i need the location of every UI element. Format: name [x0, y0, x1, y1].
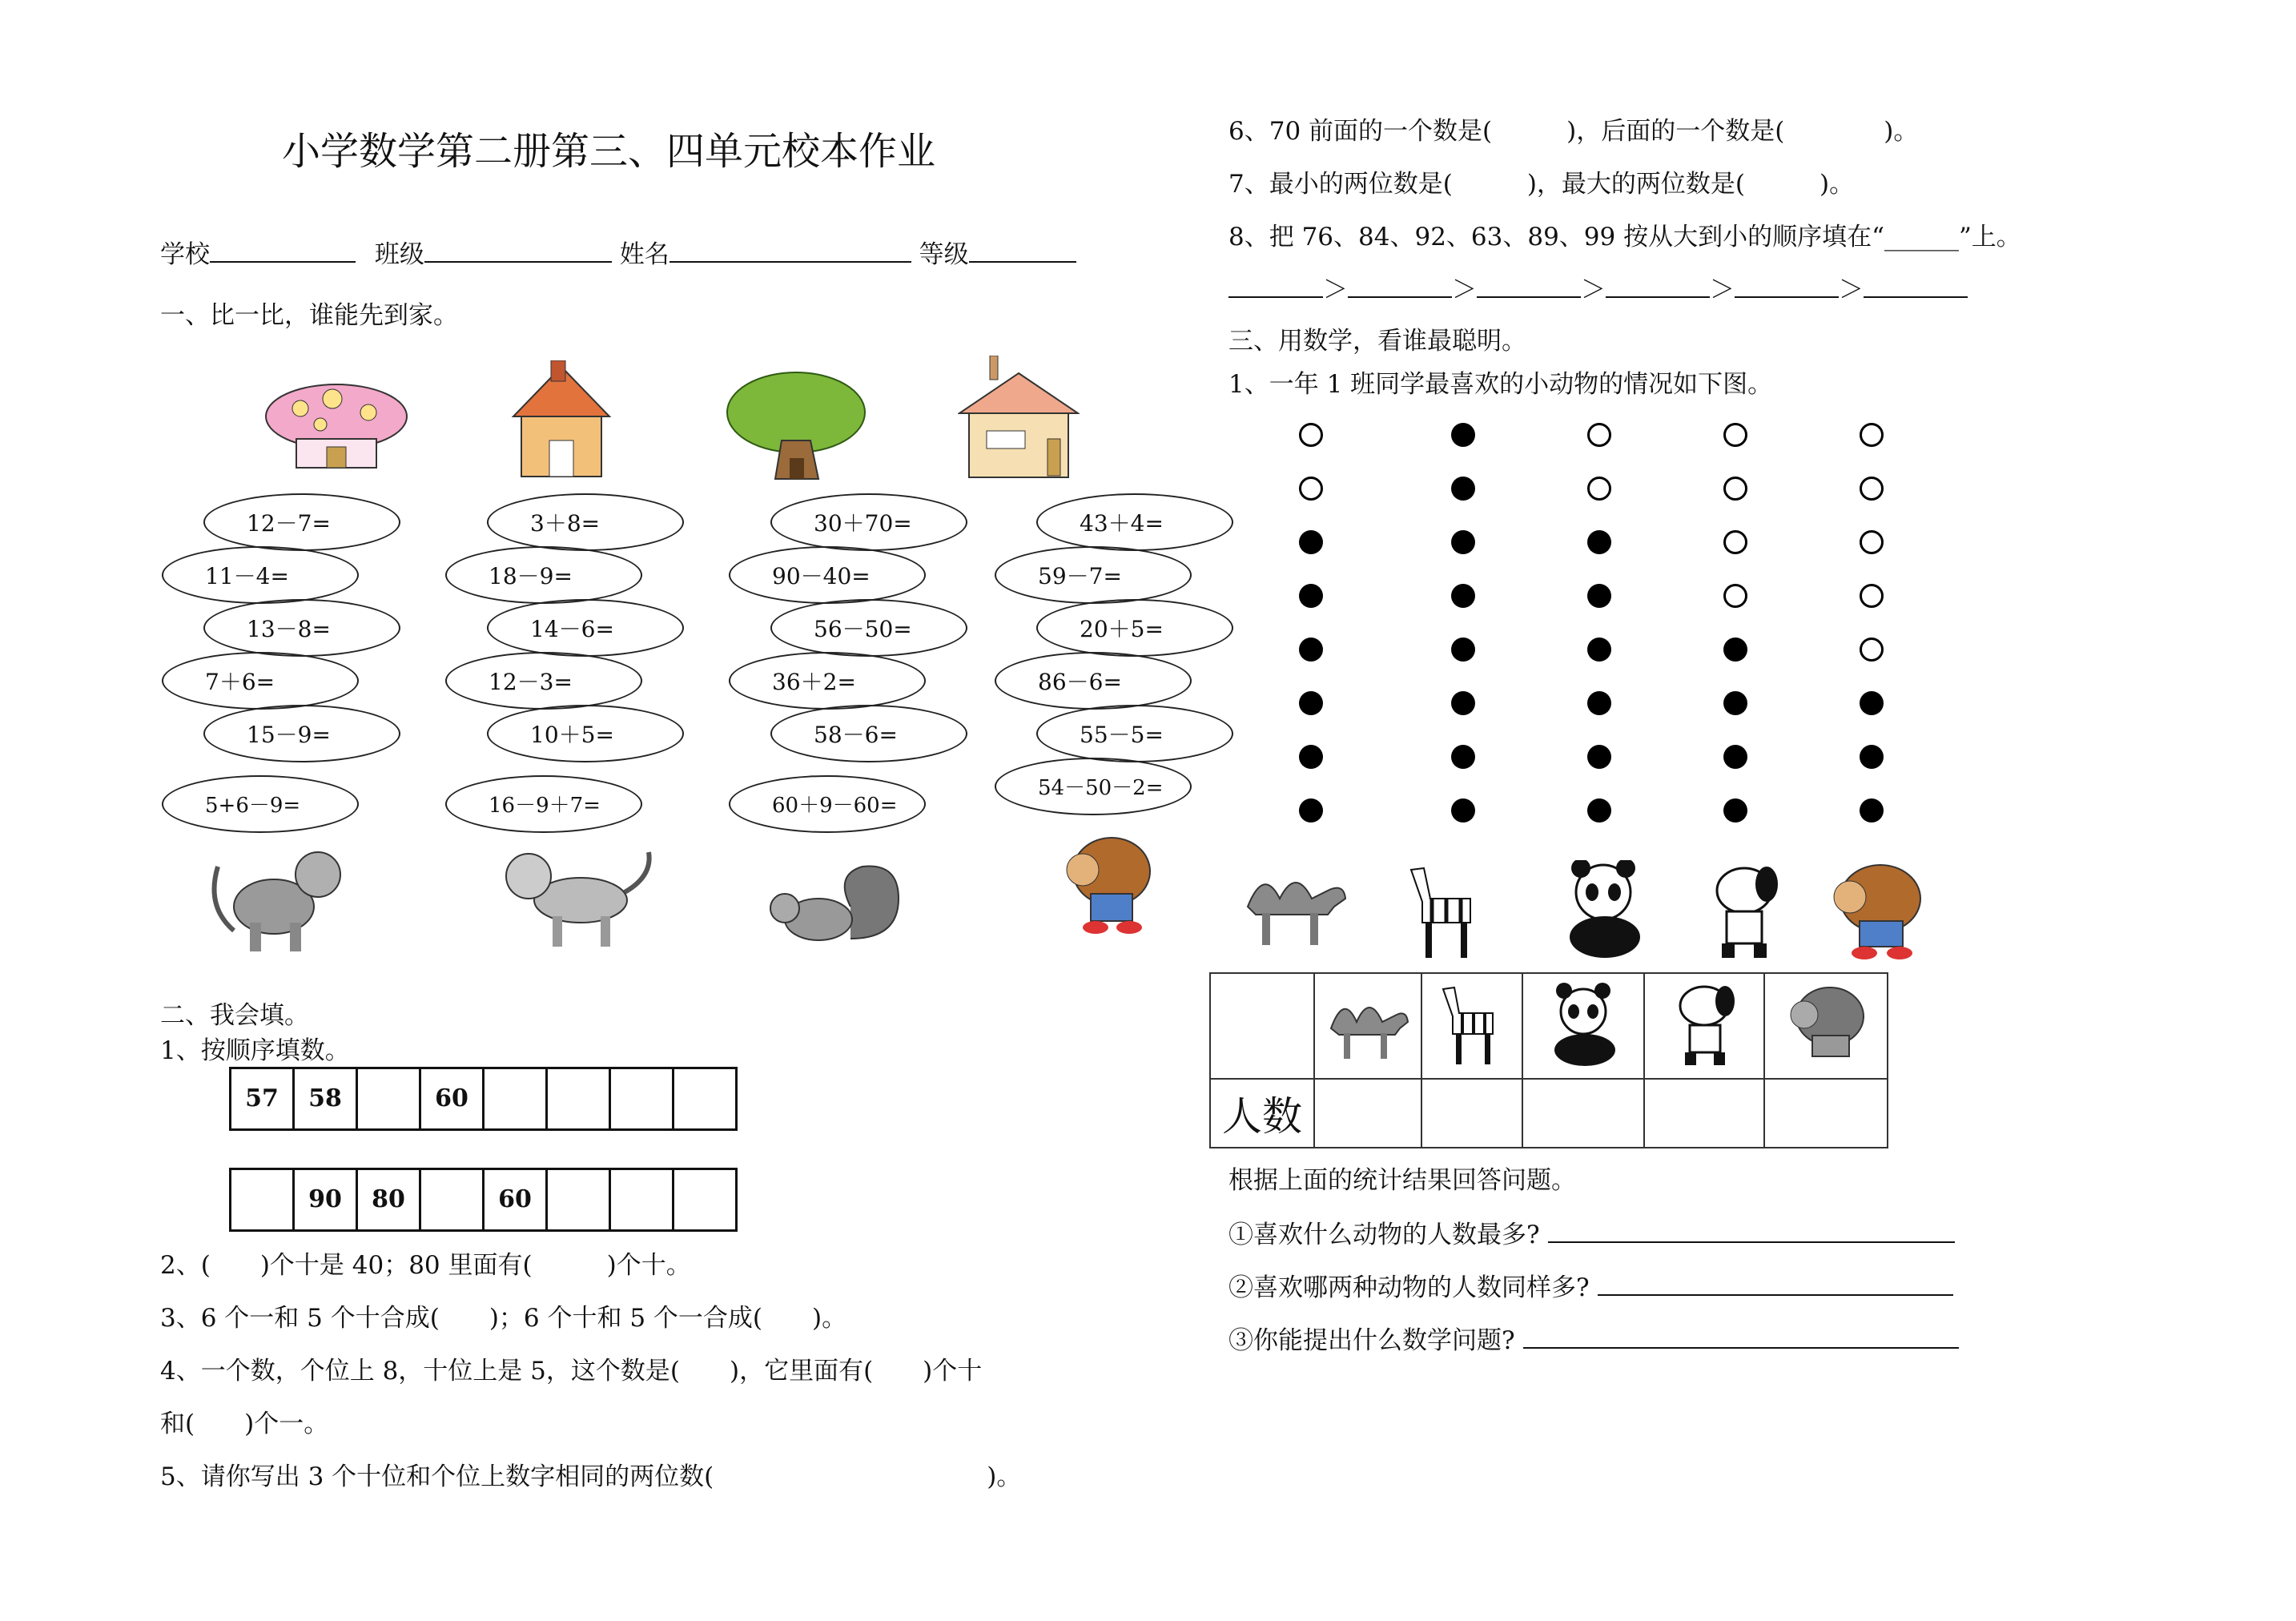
- filled-dot: [1723, 745, 1747, 769]
- seq1-cell[interactable]: [545, 1069, 609, 1128]
- camel-icon: [1326, 988, 1409, 1060]
- count-cell-panda[interactable]: [1522, 1079, 1644, 1148]
- seq1-cell[interactable]: [609, 1069, 672, 1128]
- equation-ellipse[interactable]: 13－8=: [203, 599, 400, 657]
- equation-ellipse[interactable]: 43＋4=: [1036, 493, 1233, 551]
- equation-ellipse[interactable]: 18－9=: [445, 546, 642, 604]
- grade-blank[interactable]: [969, 237, 1076, 263]
- order-blank[interactable]: [1228, 272, 1323, 298]
- equation-ellipse[interactable]: 11－4=: [162, 546, 359, 604]
- order-blank[interactable]: [1606, 272, 1710, 298]
- filled-dot: [1587, 691, 1611, 715]
- filled-dot: [1860, 691, 1884, 715]
- section2-heading: 二、我会填。: [160, 1001, 309, 1030]
- filled-dot: [1587, 638, 1611, 662]
- seq1-cell[interactable]: [482, 1069, 545, 1128]
- seq2-cell[interactable]: [609, 1170, 672, 1229]
- section3-heading: 三、用数学，看谁最聪明。: [1228, 327, 1526, 356]
- statistics-table: [1209, 972, 1888, 1148]
- squirrel-icon: [762, 859, 907, 948]
- seq1-cell[interactable]: 57: [245, 1084, 279, 1112]
- equation-ellipse[interactable]: 16－9＋7=: [445, 775, 642, 833]
- seq2-cell[interactable]: 90: [292, 1170, 356, 1229]
- sequence-row-2: [229, 1168, 738, 1232]
- q1-label: 1、按顺序填数。: [160, 1036, 350, 1065]
- table-row-label: 人数: [1210, 1079, 1314, 1148]
- order-answer-line: [1228, 272, 1968, 306]
- empty-dot: [1723, 477, 1747, 501]
- answer-question-1: [1228, 1217, 1955, 1251]
- equation-ellipse[interactable]: 30＋70=: [770, 493, 967, 551]
- equation-ellipse[interactable]: 20＋5=: [1036, 599, 1233, 657]
- empty-dot: [1587, 477, 1611, 501]
- filled-dot: [1299, 691, 1323, 715]
- equation-ellipse[interactable]: 12－7=: [203, 493, 400, 551]
- answer-blank-3[interactable]: [1523, 1323, 1959, 1349]
- table-header-panda: [1522, 973, 1644, 1079]
- empty-dot: [1860, 477, 1884, 501]
- school-blank[interactable]: [210, 237, 356, 263]
- filled-dot: [1299, 798, 1323, 823]
- panda-icon: [1543, 983, 1623, 1066]
- hedgehog-icon: [1782, 983, 1870, 1066]
- question-6: 6、70 前面的一个数是( )，后面的一个数是( )。: [1228, 117, 1919, 146]
- equation-ellipse[interactable]: 12－3=: [445, 652, 642, 710]
- gt-sign: ＞: [1581, 276, 1606, 304]
- table-header-hedgehog: [1764, 973, 1888, 1079]
- grade-label: 等级: [919, 240, 969, 269]
- count-cell-zebra[interactable]: [1421, 1079, 1522, 1148]
- equation-ellipse[interactable]: 58－6=: [770, 705, 967, 762]
- name-blank[interactable]: [669, 237, 911, 263]
- equation-ellipse[interactable]: 60＋9－60=: [729, 775, 926, 833]
- equation-ellipse[interactable]: 59－7=: [995, 546, 1192, 604]
- answer-question-2-text: ②喜欢哪两种动物的人数同样多?: [1228, 1273, 1590, 1302]
- order-blank[interactable]: [1735, 272, 1839, 298]
- filled-dot: [1587, 584, 1611, 608]
- empty-dot: [1860, 530, 1884, 554]
- gt-sign: ＞: [1323, 276, 1348, 304]
- panda-icon: [1557, 860, 1651, 958]
- hedgehog-icon: [1824, 859, 1928, 961]
- answer-blank-2[interactable]: [1598, 1270, 1953, 1296]
- table-header-zebra: [1421, 973, 1522, 1079]
- count-cell-dog[interactable]: [1644, 1079, 1764, 1148]
- empty-dot: [1860, 584, 1884, 608]
- empty-dot: [1860, 638, 1884, 662]
- name-label: 姓名: [619, 240, 669, 269]
- page-title: 小学数学第二册第三、四单元校本作业: [282, 129, 936, 174]
- gt-sign: ＞: [1710, 276, 1735, 304]
- equation-ellipse[interactable]: 3＋8=: [487, 493, 684, 551]
- seq2-cell[interactable]: 80: [356, 1170, 419, 1229]
- class-blank[interactable]: [424, 237, 612, 263]
- question-2: 2、( )个十是 40；80 里面有( )个十。: [160, 1251, 691, 1280]
- question-5: 5、请你写出 3 个十位和个位上数字相同的两位数( )。: [160, 1462, 1022, 1491]
- building-icon: [958, 356, 1080, 479]
- equation-ellipse[interactable]: 5+6－9=: [162, 775, 359, 833]
- filled-dot: [1587, 798, 1611, 823]
- filled-dot: [1451, 691, 1475, 715]
- empty-dot: [1299, 477, 1323, 501]
- filled-dot: [1299, 584, 1323, 608]
- filled-dot: [1451, 798, 1475, 823]
- table-header-dog: [1644, 973, 1764, 1079]
- filled-dot: [1723, 798, 1747, 823]
- count-cell-hedgehog[interactable]: [1764, 1079, 1888, 1148]
- zebra-icon: [1406, 862, 1483, 961]
- empty-dot: [1723, 530, 1747, 554]
- equation-ellipse[interactable]: 36＋2=: [729, 652, 926, 710]
- equation-ellipse[interactable]: 10＋5=: [487, 705, 684, 762]
- seq2-cell[interactable]: [231, 1170, 292, 1229]
- filled-dot: [1451, 423, 1475, 447]
- empty-dot: [1587, 423, 1611, 447]
- seq2-cell[interactable]: [545, 1170, 609, 1229]
- mushroom-house-icon: [264, 376, 408, 473]
- camel-icon: [1240, 859, 1350, 947]
- empty-dot: [1299, 423, 1323, 447]
- equation-ellipse[interactable]: 55－5=: [1036, 705, 1233, 762]
- answer-question-3-text: ③你能提出什么数学问题?: [1228, 1326, 1515, 1355]
- order-blank[interactable]: [1864, 272, 1968, 298]
- answer-blank-1[interactable]: [1548, 1217, 1955, 1243]
- seq1-cell[interactable]: 60: [419, 1069, 482, 1128]
- answer-intro: 根据上面的统计结果回答问题。: [1228, 1166, 1576, 1195]
- question-3: 3、6 个一和 5 个十合成( )；6 个十和 5 个一合成( )。: [160, 1304, 847, 1333]
- equation-ellipse[interactable]: 15－9=: [203, 705, 400, 762]
- gt-sign: ＞: [1452, 276, 1477, 304]
- empty-dot: [1723, 584, 1747, 608]
- filled-dot: [1723, 691, 1747, 715]
- equation-ellipse[interactable]: 86－6=: [995, 652, 1192, 710]
- order-blank[interactable]: [1348, 272, 1452, 298]
- equation-ellipse[interactable]: 14－6=: [487, 599, 684, 657]
- equation-ellipse[interactable]: 7＋6=: [162, 652, 359, 710]
- equation-ellipse[interactable]: 56－50=: [770, 599, 967, 657]
- seq1-cell[interactable]: 58: [292, 1069, 356, 1128]
- class-label: 班级: [374, 240, 424, 269]
- tree-house-icon: [726, 368, 867, 481]
- answer-question-3: [1228, 1323, 1959, 1357]
- equation-ellipse[interactable]: 54－50－2=: [995, 758, 1192, 815]
- zebra-icon: [1440, 983, 1504, 1066]
- dog-icon: [497, 844, 653, 948]
- seq2-cell[interactable]: [419, 1170, 482, 1229]
- house-icon: [509, 360, 613, 479]
- equation-ellipse[interactable]: 90－40=: [729, 546, 926, 604]
- filled-dot: [1299, 530, 1323, 554]
- question-7: 7、最小的两位数是( )，最大的两位数是( )。: [1228, 170, 1855, 199]
- table-corner: [1210, 973, 1314, 1079]
- gt-sign: ＞: [1839, 276, 1864, 304]
- seq2-cell[interactable]: 60: [482, 1170, 545, 1229]
- filled-dot: [1451, 584, 1475, 608]
- empty-dot: [1860, 423, 1884, 447]
- seq1-cell[interactable]: [356, 1069, 419, 1128]
- answer-question-1-text: ①喜欢什么动物的人数最多?: [1228, 1221, 1540, 1249]
- sequence-row-1: [229, 1067, 738, 1131]
- filled-dot: [1860, 798, 1884, 823]
- filled-dot: [1723, 638, 1747, 662]
- answer-question-2: [1228, 1270, 1953, 1304]
- question-4a: 4、一个数，个位上 8，十位上是 5，这个数是( )，它里面有( )个十: [160, 1357, 983, 1386]
- filled-dot: [1451, 745, 1475, 769]
- seq2-cell[interactable]: [672, 1170, 735, 1229]
- question-4b: 和( )个一。: [160, 1410, 329, 1438]
- filled-dot: [1587, 530, 1611, 554]
- dog-icon: [1698, 862, 1787, 961]
- monkey-icon: [202, 843, 354, 953]
- filled-dot: [1860, 745, 1884, 769]
- school-label: 学校: [160, 240, 210, 269]
- question-8: 8、把 76、84、92、63、89、99 按从大到小的顺序填在“______”上。: [1228, 223, 2021, 251]
- dog-icon: [1666, 980, 1743, 1068]
- filled-dot: [1451, 638, 1475, 662]
- filled-dot: [1451, 530, 1475, 554]
- hedgehog-icon: [1059, 831, 1156, 935]
- empty-dot: [1723, 423, 1747, 447]
- filled-dot: [1299, 745, 1323, 769]
- table-header-camel: [1314, 973, 1421, 1079]
- section1-heading: 一、比一比，谁能先到家。: [160, 301, 458, 330]
- filled-dot: [1451, 477, 1475, 501]
- section3-q1: 1、一年 1 班同学最喜欢的小动物的情况如下图。: [1228, 370, 1773, 399]
- count-cell-camel[interactable]: [1314, 1079, 1421, 1148]
- filled-dot: [1587, 745, 1611, 769]
- seq1-cell[interactable]: [672, 1069, 735, 1128]
- filled-dot: [1299, 638, 1323, 662]
- order-blank[interactable]: [1477, 272, 1581, 298]
- info-line: [160, 237, 1076, 271]
